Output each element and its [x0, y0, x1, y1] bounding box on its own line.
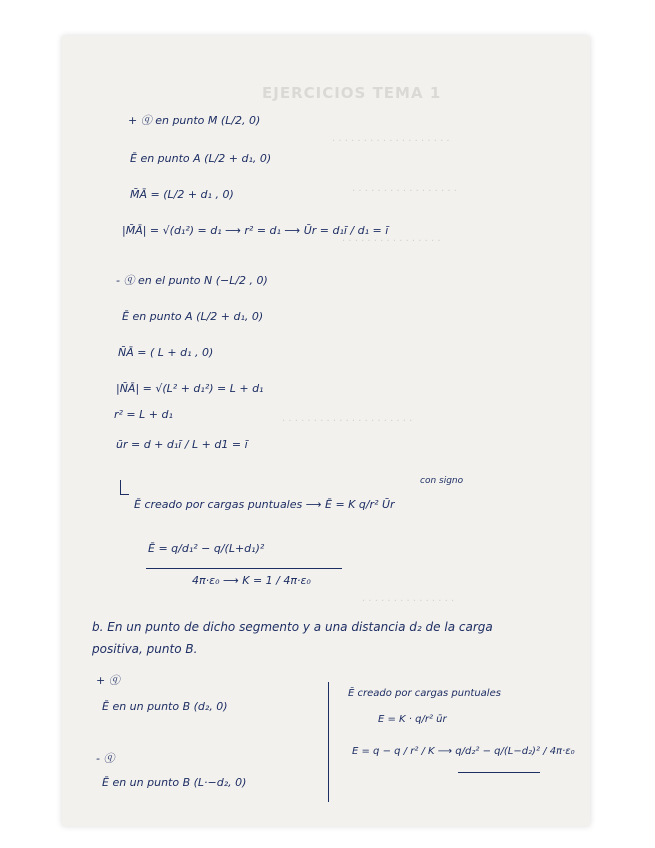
text-line-8: |N̄Ā| = √(L² + d₁²) = L + d₁	[116, 382, 264, 395]
text-line-1: + ⓠ en punto M (L/2, 0)	[128, 114, 261, 127]
text-line-11: Ē creado por cargas puntuales ⟶ Ē = K q/r² Ūr	[134, 498, 395, 511]
text-line-6: Ē en punto A (L/2 + d₁, 0)	[122, 310, 264, 323]
fraction-rule	[458, 772, 540, 773]
text-line-21: Ē creado por cargas puntuales	[348, 688, 501, 699]
text-line-15: b. En un punto de dicho segmento y a una distancia d₂ de la carga	[92, 620, 493, 634]
text-line-10: ūr = d + d₁ī / L + d1 = ī	[116, 438, 248, 451]
text-line-5: - ⓠ en el punto N (−L/2 , 0)	[116, 274, 268, 287]
notebook-page	[62, 36, 590, 826]
text-line-9: r² = L + d₁	[114, 408, 173, 421]
hook-arrow-icon	[120, 480, 129, 495]
text-line-16: positiva, punto B.	[92, 642, 198, 656]
text-line-19: - ⓠ	[96, 752, 115, 765]
fraction-rule	[146, 568, 342, 569]
text-line-3: M̄Ā = (L/2 + d₁ , 0)	[130, 188, 234, 201]
bleed-through-text: · · · · · · · · · · · · · · · · · · · · ·	[282, 416, 413, 427]
text-line-13: Ē = q/d₁² − q/(L+d₁)²	[148, 542, 265, 555]
bleed-through-text: EJERCICIOS TEMA 1	[262, 84, 442, 102]
text-line-20: Ē en un punto B (L·−d₂, 0)	[102, 776, 247, 789]
text-line-2: Ē en punto A (L/2 + d₁, 0)	[130, 152, 272, 165]
annotation-con-signo: con signo	[420, 476, 464, 486]
bleed-through-text: · · · · · · · · · · · · · · · · ·	[352, 186, 457, 197]
text-line-7: N̄Ā = ( L + d₁ , 0)	[118, 346, 214, 359]
bleed-through-text: · · · · · · · · · · · · · · ·	[362, 596, 455, 607]
text-line-18: Ē en un punto B (d₂, 0)	[102, 700, 228, 713]
text-line-22: E = K · q/r² ūr	[378, 714, 447, 725]
text-line-4: |M̄Ā| = √(d₁²) = d₁ ⟶ r² = d₁ ⟶ Ūr = d₁ī / d₁ = ī	[122, 224, 389, 237]
column-divider	[328, 682, 329, 802]
text-line-17: + ⓠ	[96, 674, 120, 687]
bleed-through-text: · · · · · · · · · · · · · · · · · · ·	[332, 136, 450, 147]
text-line-23: E = q − q / r² / K ⟶ q/d₂² − q/(L−d₂)² / 4π·ε₀	[352, 746, 575, 757]
bleed-through-text: · · · · · · · · · · · · · · · ·	[342, 236, 441, 247]
text-line-14: 4π·ε₀ ⟶ K = 1 / 4π·ε₀	[192, 574, 311, 587]
